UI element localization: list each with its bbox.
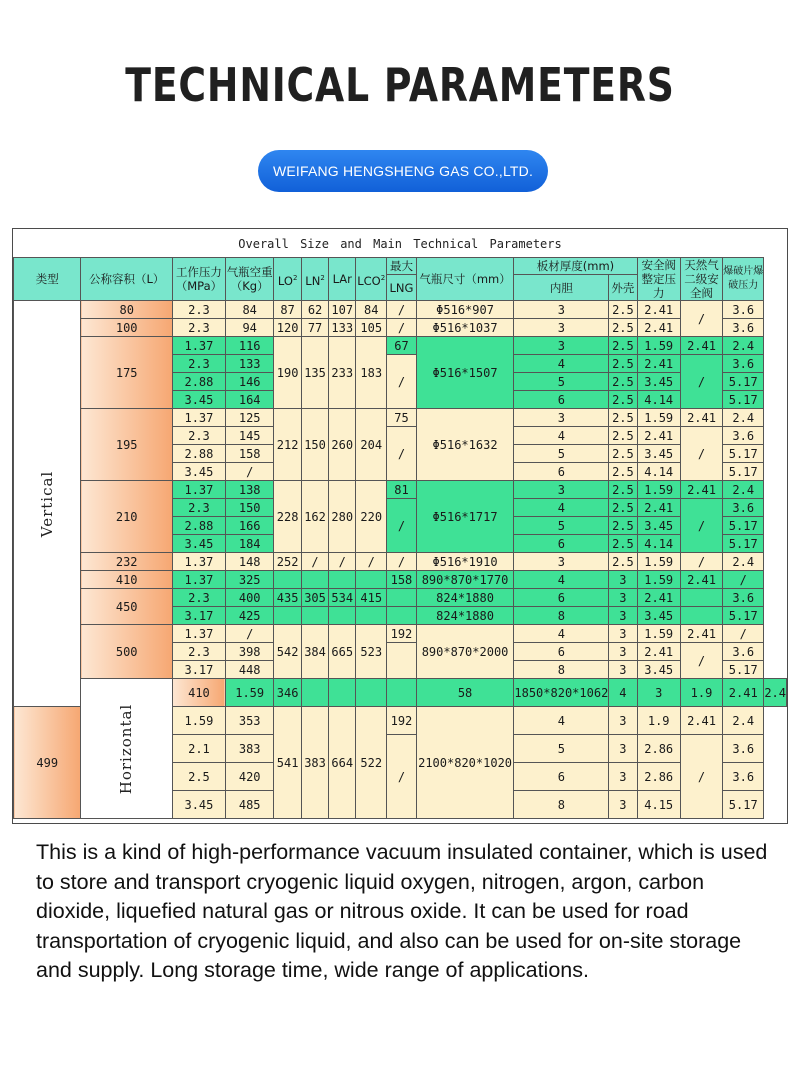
cell-pressure: 1.37 [172,571,225,589]
header-burst: 爆破片爆破压力 [723,258,764,301]
cell-burst: 3.6 [723,319,764,337]
cell-pressure: 2.3 [172,589,225,607]
cell-weight: 146 [225,373,274,391]
cell-size: 890*870*1770 [416,571,514,589]
cell-burst: 5.17 [723,661,764,679]
cell-inner: 6 [514,763,609,791]
cell-lo2: 190 [274,337,301,409]
cell-pressure: 2.3 [172,355,225,373]
cell-inner: 4 [514,499,609,517]
cell-inner: 4 [514,427,609,445]
cell-size: Φ516*1037 [416,319,514,337]
cell-size: Φ516*1717 [416,481,514,553]
cell-lco2: 522 [356,707,387,819]
cell-outer: 3 [609,763,637,791]
cell-lo2: 435 [274,589,301,607]
cell-weight: 94 [225,319,274,337]
cell-valve: 1.59 [637,553,680,571]
cell-outer: 2.5 [609,391,637,409]
cell-weight: 158 [225,445,274,463]
cell-inner: 4 [514,625,609,643]
cell-valve: 2.41 [637,499,680,517]
cell-pressure: 3.17 [172,607,225,625]
parameters-table [13,257,787,819]
cell-valve: 1.9 [637,707,680,735]
cell-outer: 2.5 [609,409,637,427]
cell-valve: 2.41 [637,301,680,319]
cell-pressure: 2.5 [172,763,225,791]
cell-burst: 5.17 [723,391,764,409]
cell-lo2: 228 [274,481,301,553]
cell-burst: / [723,625,764,643]
cell-gas-valve: 2.41 [680,481,722,499]
header-weight: 气瓶空重（Kg） [225,258,274,301]
cell-weight: 425 [225,607,274,625]
cell-pressure: 1.37 [172,409,225,427]
cell-lco2 [356,607,387,625]
cell-lo2 [274,571,301,589]
cell-gas-valve [680,589,722,607]
cell-lo2 [301,679,328,707]
cell-burst: 5.17 [723,445,764,463]
header-type: 类型 [14,258,81,301]
cell-ln2: 150 [301,409,328,481]
cell-lar: 665 [329,625,356,679]
cell-weight: 84 [225,301,274,319]
cell-volume: 410 [172,679,225,707]
cell-lo2: 541 [274,707,301,819]
header-ln2: $LN^2$ [301,258,328,301]
cell-lco2: 220 [356,481,387,553]
cell-lng: / [387,319,417,337]
cell-burst: 3.6 [723,355,764,373]
cell-outer: 2.5 [609,535,637,553]
cell-lo2: 252 [274,553,301,571]
cell-outer: 2.5 [609,301,637,319]
cell-size: 890*870*2000 [416,625,514,679]
cell-ln2: 135 [301,337,328,409]
cell-burst: 5.17 [723,463,764,481]
cell-pressure: 3.45 [172,391,225,409]
cell-lar [356,679,387,707]
cell-valve: 1.9 [680,679,722,707]
cell-weight: / [225,463,274,481]
cell-outer: 3 [609,643,637,661]
cell-inner: 8 [514,661,609,679]
cell-size: 824*1880 [416,589,514,607]
cell-outer: 2.5 [609,463,637,481]
cell-inner: 5 [514,373,609,391]
cell-pressure: 3.45 [172,535,225,553]
cell-outer: 2.5 [609,445,637,463]
cell-burst: 2.4 [764,679,787,707]
cell-size: Φ516*1632 [416,409,514,481]
cell-ln2: 383 [301,707,328,819]
header-lo2: $LO^2$ [274,258,301,301]
header-inner: 内胆 [514,275,609,301]
cell-gas-valve: 2.41 [680,571,722,589]
cell-valve: 2.41 [637,643,680,661]
cell-burst: 2.4 [723,409,764,427]
cell-burst: 3.6 [723,589,764,607]
company-badge: WEIFANG HENGSHENG GAS CO.,LTD. [258,150,548,192]
cell-volume: 175 [81,337,172,409]
cell-weight: 116 [225,337,274,355]
cell-inner: 3 [514,553,609,571]
cell-weight: 400 [225,589,274,607]
cell-ln2 [301,571,328,589]
cell-size: Φ516*907 [416,301,514,319]
cell-inner: 5 [514,735,609,763]
cell-inner: 6 [514,643,609,661]
cell-inner: 4 [514,707,609,735]
cell-gas-valve: / [680,301,722,337]
cell-inner: 6 [514,463,609,481]
cell-pressure: 2.3 [172,643,225,661]
cell-burst: 2.4 [723,707,764,735]
category-horizontal: Horizontal [81,679,172,819]
cell-lar [329,571,356,589]
cell-outer: 2.5 [609,427,637,445]
cell-ln2: / [301,553,328,571]
header-volume: 公称容积（L） [81,258,172,301]
cell-volume: 80 [81,301,172,319]
cell-valve: 3.45 [637,445,680,463]
cell-outer: 2.5 [609,499,637,517]
cell-pressure: 1.37 [172,553,225,571]
cell-inner: 5 [514,445,609,463]
cell-gas-valve: 2.41 [680,337,722,355]
cell-lng: / [387,499,417,553]
cell-lng: / [387,355,417,409]
cell-lng [387,643,417,679]
cell-pressure: 2.88 [172,517,225,535]
cell-lco2: 183 [356,337,387,409]
cell-inner: 8 [514,607,609,625]
cell-volume: 100 [81,319,172,337]
cell-valve: 1.59 [637,625,680,643]
cell-lco2: 105 [356,319,387,337]
cell-ln2 [329,679,356,707]
cell-valve: 2.41 [637,319,680,337]
cell-weight: 383 [225,735,274,763]
cell-pressure: 2.3 [172,499,225,517]
cell-valve: 4.14 [637,535,680,553]
cell-lar: / [329,553,356,571]
cell-valve: 2.41 [637,427,680,445]
header-max: 最大 [387,258,417,275]
cell-lo2: 542 [274,625,301,679]
cell-gas-valve: 2.41 [680,409,722,427]
cell-weight: 148 [225,553,274,571]
cell-valve: 2.86 [637,763,680,791]
cell-lco2 [356,571,387,589]
cell-ln2: 162 [301,481,328,553]
cell-weight: 133 [225,355,274,373]
cell-inner: 3 [514,301,609,319]
cell-ln2: 384 [301,625,328,679]
cell-valve: 3.45 [637,517,680,535]
cell-lng: 75 [387,409,417,427]
cell-lo2: 120 [274,319,301,337]
cell-inner: 3 [514,481,609,499]
cell-lng: / [387,553,417,571]
cell-burst: / [723,571,764,589]
cell-lng: 192 [387,707,417,735]
cell-gas-valve: / [680,355,722,409]
category-vertical: Vertical [14,301,81,707]
cell-weight: 145 [225,427,274,445]
cell-burst: 2.4 [723,337,764,355]
cell-outer: 2.5 [609,517,637,535]
cell-valve: 3.45 [637,373,680,391]
cell-inner: 4 [514,355,609,373]
cell-lco2 [387,679,417,707]
cell-weight: 138 [225,481,274,499]
header-lng: LNG [387,275,417,301]
cell-ln2 [301,607,328,625]
cell-outer: 3 [609,707,637,735]
cell-valve: 3.45 [637,607,680,625]
header-gas-valve: 天然气二级安全阀 [680,258,722,301]
cell-valve: 1.59 [637,337,680,355]
cell-lng: / [387,735,417,819]
cell-pressure: 1.37 [172,337,225,355]
cell-inner: 6 [514,391,609,409]
cell-gas-valve: / [680,427,722,481]
cell-size: 2100*820*1020 [416,707,514,819]
cell-outer: 3 [637,679,680,707]
cell-valve: 3.45 [637,661,680,679]
cell-outer: 3 [609,735,637,763]
cell-inner: 6 [514,535,609,553]
cell-pressure: 1.59 [225,679,274,707]
cell-volume: 410 [81,571,172,589]
cell-gas-valve: 2.41 [723,679,764,707]
cell-size: Φ516*1910 [416,553,514,571]
description-paragraph: This is a kind of high-performance vacuum insulated container, which is used to store and transport cryogenic liquid oxygen, nitrogen, argon, carbon dioxide, liquefied natural gas or nitrous oxide. It can be used for road transportation of cryogenic liquid, and also can be used for on-site storage and supply. Long storage time, wide range of applications. [36,840,768,982]
cell-gas-valve [680,607,722,625]
cell-outer: 2.5 [609,319,637,337]
cell-gas-valve: 2.41 [680,707,722,735]
cell-lco2: / [356,553,387,571]
cell-valve: 4.14 [637,463,680,481]
cell-pressure: 1.37 [172,625,225,643]
cell-weight: 448 [225,661,274,679]
cell-weight: 420 [225,763,274,791]
cell-burst: 3.6 [723,427,764,445]
header-valve: 安全阀整定压力 [637,258,680,301]
cell-pressure: 1.59 [172,707,225,735]
cell-pressure: 2.3 [172,301,225,319]
cell-outer: 2.5 [609,355,637,373]
cell-lo2: 87 [274,301,301,319]
cell-burst: 5.17 [723,607,764,625]
cell-lar: 664 [329,707,356,819]
cell-outer: 2.5 [609,373,637,391]
cell-inner: 8 [514,791,609,819]
cell-lng [387,607,417,625]
cell-weight: 346 [274,679,301,707]
cell-burst: 5.17 [723,535,764,553]
cell-outer: 3 [609,661,637,679]
cell-lng: 67 [387,337,417,355]
cell-lng [387,589,417,607]
cell-valve: 4.15 [637,791,680,819]
cell-ln2: 62 [301,301,328,319]
cell-burst: 5.17 [723,373,764,391]
cell-weight: 398 [225,643,274,661]
cell-volume: 500 [81,625,172,679]
cell-lar: 107 [329,301,356,319]
cell-lng: 81 [387,481,417,499]
cell-lco2: 84 [356,301,387,319]
table-caption: Overall Size and Main Technical Parameters [238,237,562,251]
cell-burst: 2.4 [723,481,764,499]
cell-ln2: 305 [301,589,328,607]
cell-size: 824*1880 [416,607,514,625]
cell-outer: 2.5 [609,553,637,571]
cell-burst: 3.6 [723,735,764,763]
cell-weight: 184 [225,535,274,553]
cell-pressure: 3.17 [172,661,225,679]
cell-pressure: 2.88 [172,445,225,463]
cell-volume: 195 [81,409,172,481]
cell-inner: 3 [514,409,609,427]
cell-lar: 534 [329,589,356,607]
cell-burst: 3.6 [723,301,764,319]
cell-burst: 2.4 [723,553,764,571]
header-size: 气瓶尺寸（mm） [416,258,514,301]
cell-lng: 158 [387,571,417,589]
cell-lng: / [387,427,417,481]
cell-volume: 499 [14,707,81,819]
cell-inner: 6 [514,589,609,607]
cell-lng: / [387,301,417,319]
cell-burst: 5.17 [723,517,764,535]
cell-pressure: 2.3 [172,319,225,337]
cell-lar: 260 [329,409,356,481]
cell-valve: 1.59 [637,481,680,499]
cell-weight: 166 [225,517,274,535]
header-lar: LAr [329,258,356,301]
cell-lng: 192 [387,625,417,643]
cell-weight: 485 [225,791,274,819]
cell-outer: 2.5 [609,337,637,355]
cell-lo2: 212 [274,409,301,481]
cell-volume: 232 [81,553,172,571]
cell-outer: 3 [609,589,637,607]
cell-weight: 325 [225,571,274,589]
cell-weight: 164 [225,391,274,409]
cell-burst: 3.6 [723,643,764,661]
cell-gas-valve: / [680,499,722,553]
cell-valve: 4.14 [637,391,680,409]
cell-lar: 133 [329,319,356,337]
cell-weight: 353 [225,707,274,735]
cell-valve: 1.59 [637,409,680,427]
cell-outer: 3 [609,607,637,625]
cell-outer: 3 [609,791,637,819]
cell-pressure: 3.45 [172,463,225,481]
cell-lo2 [274,607,301,625]
cell-lco2: 415 [356,589,387,607]
header-outer: 外壳 [609,275,637,301]
header-pressure: 工作压力（MPa） [172,258,225,301]
cell-lng: 58 [416,679,514,707]
cell-inner: 4 [514,571,609,589]
cell-lar: 280 [329,481,356,553]
cell-lco2: 523 [356,625,387,679]
cell-burst: 3.6 [723,763,764,791]
header-lco2: LCO$^2$ [356,258,387,301]
cell-pressure: 2.3 [172,427,225,445]
cell-outer: 3 [609,571,637,589]
page-title: TECHNICAL PARAMETERS [125,58,675,112]
cell-lar [329,607,356,625]
header-thickness: 板材厚度(mm) [514,258,637,275]
cell-valve: 2.86 [637,735,680,763]
cell-burst: 3.6 [723,499,764,517]
cell-pressure: 1.37 [172,481,225,499]
cell-valve: 1.59 [637,571,680,589]
cell-gas-valve: / [680,643,722,679]
cell-inner: 3 [514,319,609,337]
cell-volume: 450 [81,589,172,625]
cell-outer: 2.5 [609,481,637,499]
cell-gas-valve: / [680,553,722,571]
cell-lar: 233 [329,337,356,409]
parameters-table-frame [12,228,788,824]
cell-pressure: 2.1 [172,735,225,763]
cell-size: Φ516*1507 [416,337,514,409]
cell-gas-valve: / [680,735,722,819]
cell-valve: 2.41 [637,589,680,607]
cell-volume: 210 [81,481,172,553]
cell-pressure: 2.88 [172,373,225,391]
cell-weight: 150 [225,499,274,517]
cell-valve: 2.41 [637,355,680,373]
cell-lco2: 204 [356,409,387,481]
cell-inner: 3 [514,337,609,355]
cell-inner: 4 [609,679,637,707]
cell-outer: 3 [609,625,637,643]
cell-inner: 5 [514,517,609,535]
cell-weight: / [225,625,274,643]
cell-weight: 125 [225,409,274,427]
cell-size: 1850*820*1062 [514,679,609,707]
cell-burst: 5.17 [723,791,764,819]
cell-gas-valve: 2.41 [680,625,722,643]
cell-pressure: 3.45 [172,791,225,819]
cell-ln2: 77 [301,319,328,337]
